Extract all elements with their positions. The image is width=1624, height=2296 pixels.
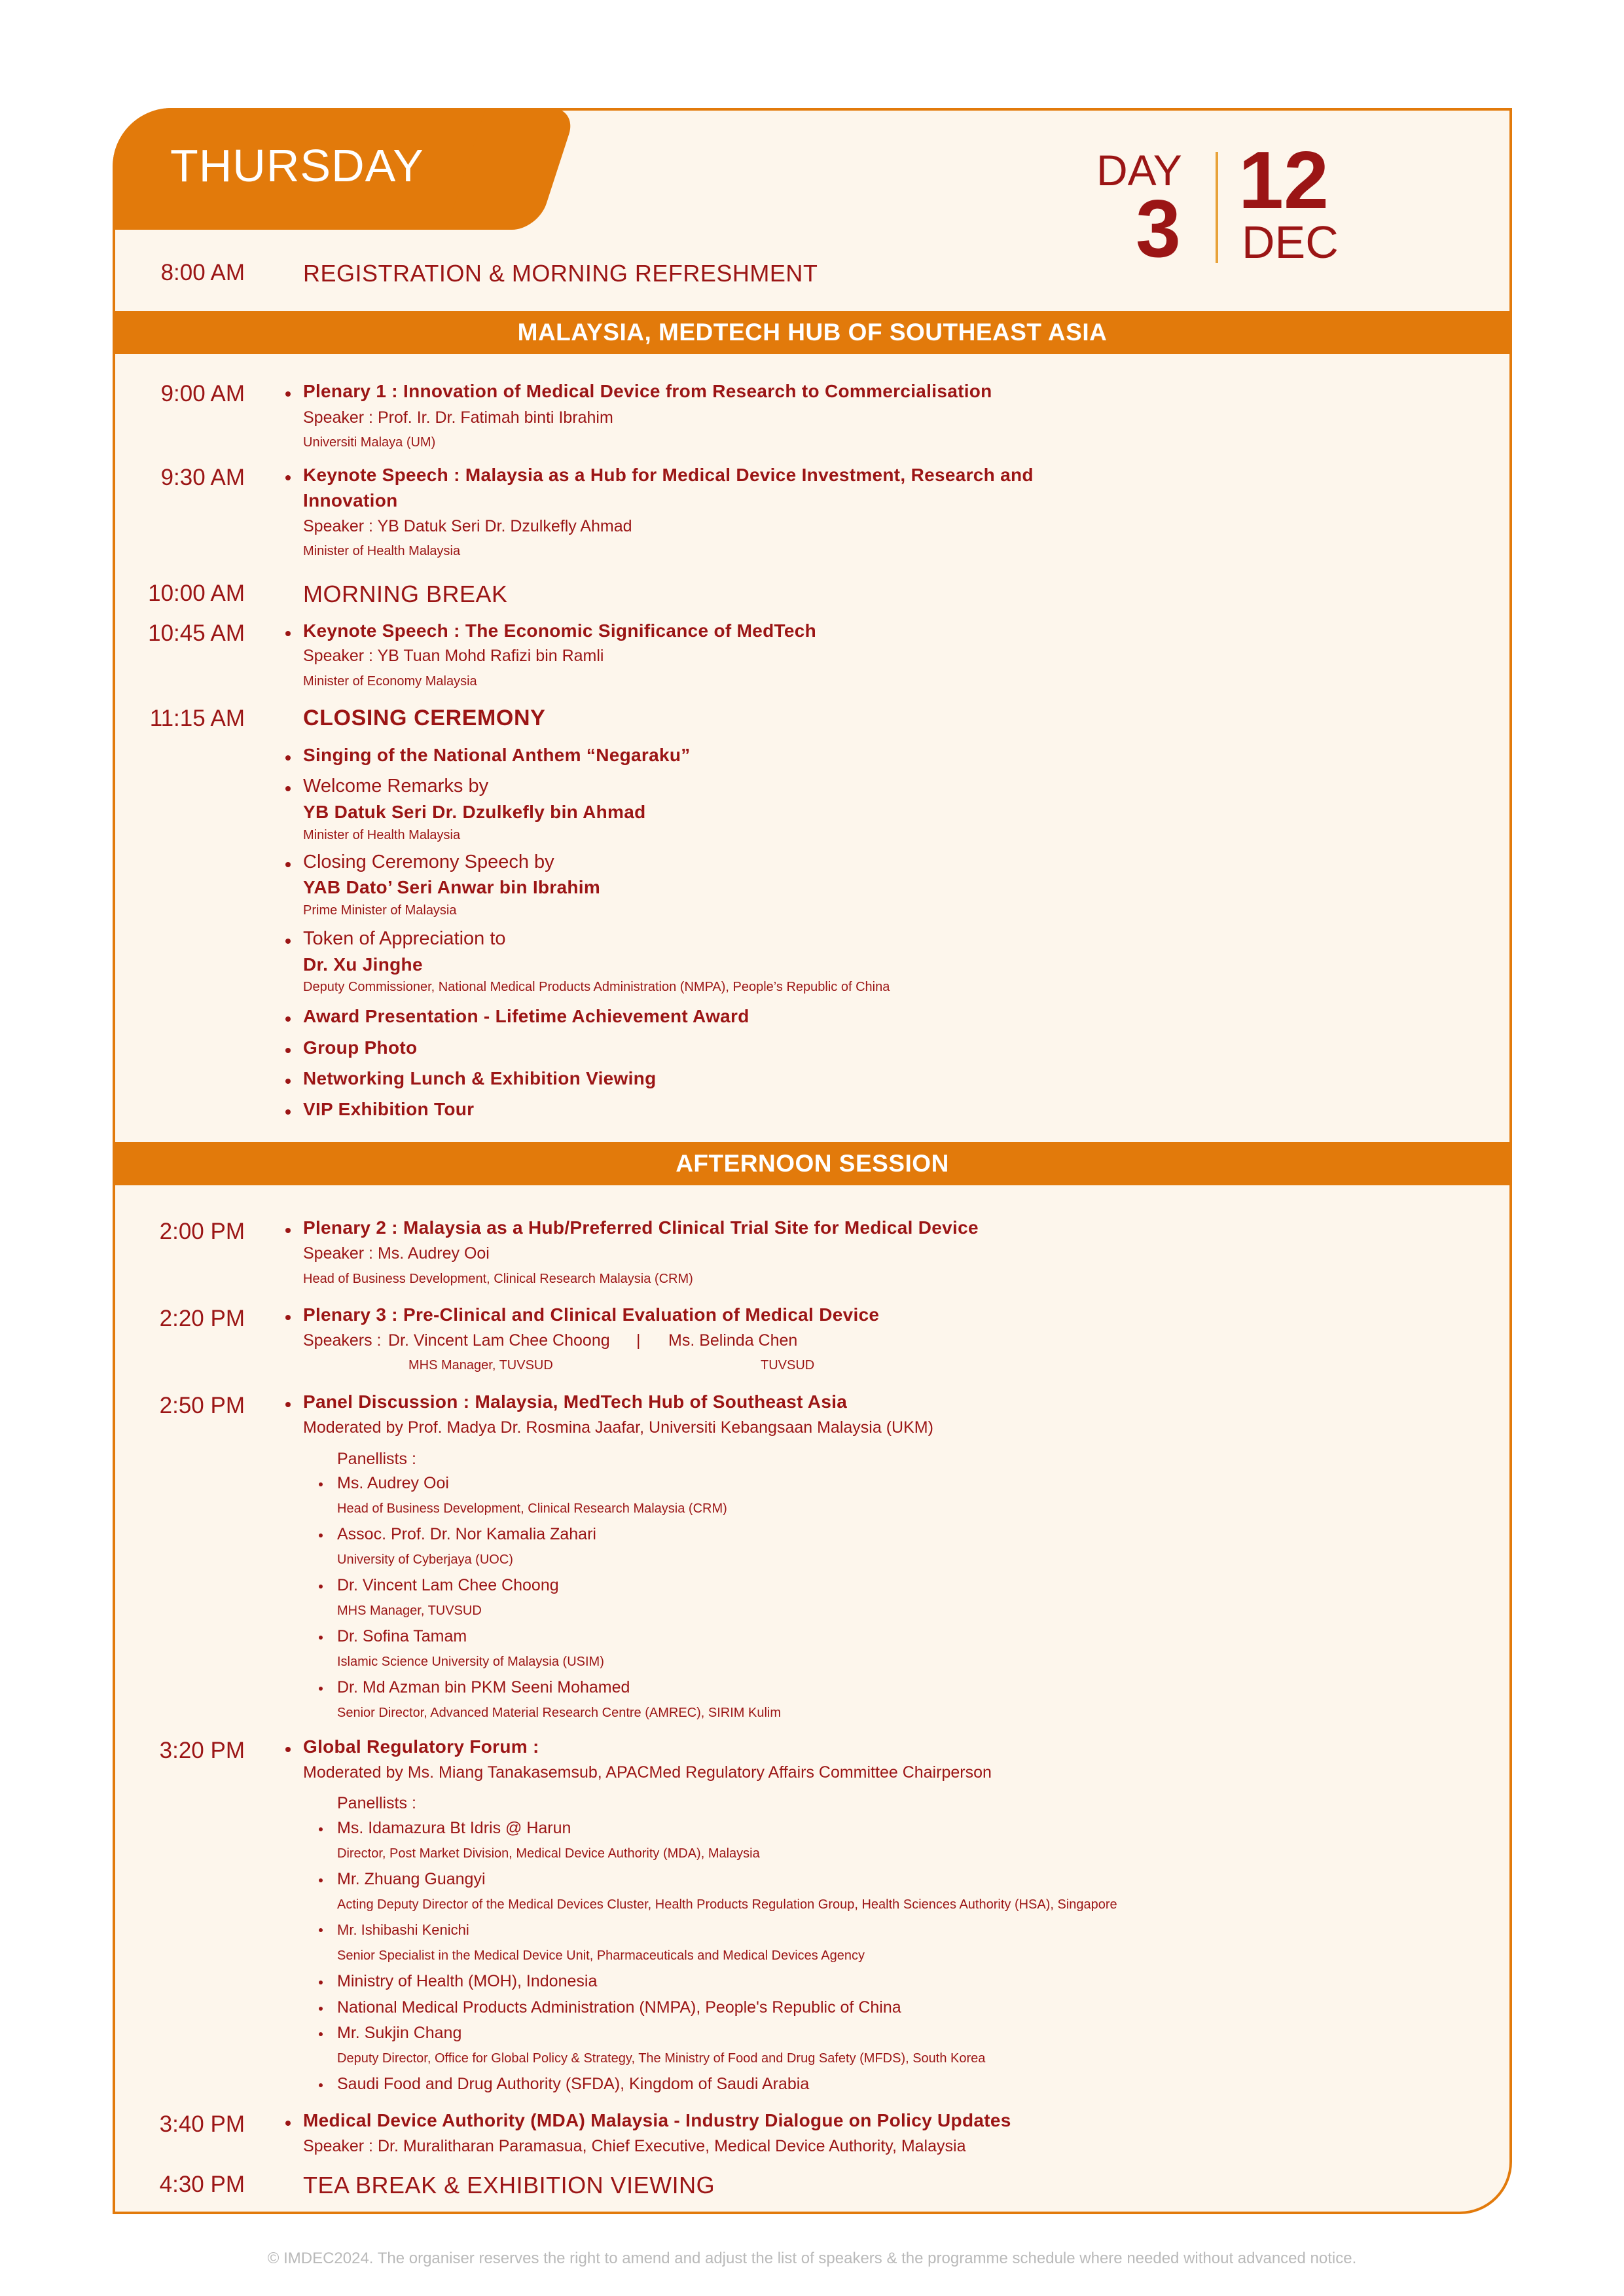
time-keynote2: 10:45 AM	[148, 620, 245, 646]
bullet	[319, 1636, 323, 1640]
closing-token-label: Token of Appreciation to	[303, 928, 506, 949]
time-closing: 11:15 AM	[149, 706, 245, 731]
forum-panellist-name: Ms. Idamazura Bt Idris @ Harun	[337, 1819, 571, 1837]
forum-panellist-role: Acting Deputy Director of the Medical Devices Cluster, Health Products Regulation Group, Health Sciences Authority (HSA), Singapore	[337, 1897, 1117, 1912]
bullet	[319, 2032, 323, 2036]
panellist-name: Assoc. Prof. Dr. Nor Kamalia Zahari	[337, 1525, 596, 1543]
bullet	[285, 862, 291, 867]
bullet	[319, 1482, 323, 1486]
bullet	[285, 1109, 291, 1115]
bullet	[285, 475, 291, 480]
panellist-role: University of Cyberjaya (UOC)	[337, 1552, 513, 1567]
plenary2-speaker: Speaker : Ms. Audrey Ooi	[303, 1244, 490, 1263]
forum-panellist-name: Mr. Ishibashi Kenichi	[337, 1922, 469, 1938]
panellist-name: Dr. Sofina Tamam	[337, 1627, 467, 1645]
bullet	[285, 391, 291, 397]
bullet	[319, 1928, 323, 1932]
mda-speaker: Speaker : Dr. Muralitharan Paramasua, Chief Executive, Medical Device Authority, Malaysia	[303, 2137, 966, 2155]
forum-panellists-label: Panellists :	[337, 1794, 416, 1812]
time-plenary1: 9:00 AM	[160, 381, 245, 406]
panellist-role: Senior Director, Advanced Material Research Centre (AMREC), SIRIM Kulim	[337, 1706, 782, 1720]
closing-token-role: Deputy Commissioner, National Medical Products Administration (NMPA), People’s Republic of China	[303, 980, 890, 994]
plenary3-title: Plenary 3 : Pre-Clinical and Clinical Evaluation of Medical Device	[303, 1304, 880, 1325]
forum-panellist-role: Director, Post Market Division, Medical Device Authority (MDA), Malaysia	[337, 1846, 760, 1861]
panellist-role: MHS Manager, TUVSUD	[337, 1604, 482, 1618]
forum-title: Global Regulatory Forum :	[303, 1736, 539, 1757]
plenary3-speakers-label: Speakers :	[303, 1331, 382, 1350]
date-month: DEC	[1242, 217, 1339, 268]
keynote1-affiliation: Minister of Health Malaysia	[303, 544, 461, 558]
closing-speech-role: Prime Minister of Malaysia	[303, 903, 457, 918]
footer-disclaimer: © IMDEC2024. The organiser reserves the right to amend and adjust the list of speakers & the programme schedule where needed without advanced notice.	[267, 2250, 1357, 2267]
plenary3-speaker2: Ms. Belinda Chen	[668, 1331, 798, 1350]
closing-tour: VIP Exhibition Tour	[303, 1099, 475, 1119]
bullet	[319, 1585, 323, 1588]
bullet	[285, 1315, 291, 1320]
panellist-role: Head of Business Development, Clinical Research Malaysia (CRM)	[337, 1501, 727, 1516]
bullet	[319, 1687, 323, 1691]
bullet	[285, 786, 291, 791]
bullet	[319, 1534, 323, 1537]
day-name: THURSDAY	[170, 140, 424, 191]
day-number: 3	[1136, 184, 1181, 274]
time-keynote1: 9:30 AM	[160, 465, 245, 490]
plenary1-speaker: Speaker : Prof. Ir. Dr. Fatimah binti Ibrahim	[303, 408, 613, 427]
panellist-role: Islamic Science University of Malaysia (USIM)	[337, 1655, 604, 1669]
forum-panellist-role: Deputy Director, Office for Global Policy & Strategy, The Ministry of Food and Drug Safety (MFDS), South Korea	[337, 2051, 986, 2066]
plenary2-affiliation: Head of Business Development, Clinical Research Malaysia (CRM)	[303, 1272, 693, 1286]
keynote2-affiliation: Minister of Economy Malaysia	[303, 674, 477, 689]
forum-panellist-name: National Medical Products Administration (NMPA), People's Republic of China	[337, 1998, 901, 2017]
morning-break-text: MORNING BREAK	[303, 581, 508, 607]
keynote1-title-line1: Keynote Speech : Malaysia as a Hub for Medical Device Investment, Research and	[303, 465, 1034, 485]
forum-moderator: Moderated by Ms. Miang Tanakasemsub, APACMed Regulatory Affairs Committee Chairperson	[303, 1763, 992, 1782]
closing-speech-label: Closing Ceremony Speech by	[303, 852, 554, 872]
closing-welcome-role: Minister of Health Malaysia	[303, 828, 461, 842]
section-header-morning: MALAYSIA, MEDTECH HUB OF SOUTHEAST ASIA	[115, 311, 1509, 354]
time-tea: 4:30 PM	[159, 2172, 245, 2197]
bullet	[285, 1048, 291, 1053]
panel-title: Panel Discussion : Malaysia, MedTech Hub of Southeast Asia	[303, 1391, 848, 1412]
closing-welcome-name: YB Datuk Seri Dr. Dzulkefly bin Ahmad	[303, 802, 646, 822]
section-header-afternoon: AFTERNOON SESSION	[115, 1142, 1509, 1185]
registration-text: REGISTRATION & MORNING REFRESHMENT	[303, 260, 818, 287]
bullet	[319, 1981, 323, 1984]
time-forum: 3:20 PM	[159, 1738, 245, 1763]
keynote1-speaker: Speaker : YB Datuk Seri Dr. Dzulkefly Ahmad	[303, 517, 632, 535]
bullet	[285, 755, 291, 761]
plenary3-aff1: MHS Manager, TUVSUD	[408, 1358, 553, 1372]
bullet	[285, 631, 291, 636]
time-plenary3: 2:20 PM	[159, 1306, 245, 1331]
bullet	[285, 1228, 291, 1233]
time-mda: 3:40 PM	[159, 2111, 245, 2137]
bullet	[285, 1016, 291, 1022]
forum-panellist-role: Senior Specialist in the Medical Device Unit, Pharmaceuticals and Medical Devices Agency	[337, 1948, 865, 1963]
forum-panellist-name: Ministry of Health (MOH), Indonesia	[337, 1972, 598, 1990]
bullet	[285, 1402, 291, 1407]
bullet	[319, 1827, 323, 1831]
panellist-name: Dr. Md Azman bin PKM Seeni Mohamed	[337, 1678, 630, 1696]
day-label: DAY	[1096, 146, 1182, 194]
closing-lunch: Networking Lunch & Exhibition Viewing	[303, 1068, 657, 1088]
closing-title: CLOSING CEREMONY	[303, 706, 546, 730]
time-morning-break: 10:00 AM	[148, 581, 245, 606]
bullet	[285, 1079, 291, 1084]
plenary1-title: Plenary 1 : Innovation of Medical Device from Research to Commercialisation	[303, 381, 992, 401]
panel-moderator: Moderated by Prof. Madya Dr. Rosmina Jaafar, Universiti Kebangsaan Malaysia (UKM)	[303, 1418, 933, 1437]
time-registration: 8:00 AM	[160, 260, 245, 285]
bullet	[319, 2007, 323, 2011]
bullet	[319, 2083, 323, 2087]
closing-photo: Group Photo	[303, 1037, 418, 1058]
plenary2-title: Plenary 2 : Malaysia as a Hub/Preferred Clinical Trial Site for Medical Device	[303, 1217, 979, 1238]
panellist-name: Ms. Audrey Ooi	[337, 1474, 449, 1492]
bullet	[285, 1747, 291, 1752]
panellist-name: Dr. Vincent Lam Chee Choong	[337, 1576, 559, 1594]
forum-panellist-name: Saudi Food and Drug Authority (SFDA), Kingdom of Saudi Arabia	[337, 2075, 810, 2093]
keynote2-title: Keynote Speech : The Economic Significance of MedTech	[303, 620, 816, 641]
keynote1-title-line2: Innovation	[303, 490, 398, 511]
bullet	[285, 939, 291, 944]
keynote2-speaker: Speaker : YB Tuan Mohd Rafizi bin Ramli	[303, 647, 604, 665]
mda-title: Medical Device Authority (MDA) Malaysia - Industry Dialogue on Policy Updates	[303, 2110, 1011, 2130]
forum-panellist-name: Mr. Sukjin Chang	[337, 2024, 462, 2042]
plenary3-aff2: TUVSUD	[761, 1358, 815, 1372]
plenary3-speaker1: Dr. Vincent Lam Chee Choong	[388, 1331, 610, 1350]
time-plenary2: 2:00 PM	[159, 1219, 245, 1244]
closing-anthem: Singing of the National Anthem “Negaraku”	[303, 745, 691, 765]
closing-token-name: Dr. Xu Jinghe	[303, 954, 423, 975]
plenary3-separator: |	[636, 1331, 641, 1350]
forum-panellist-name: Mr. Zhuang Guangyi	[337, 1870, 486, 1888]
tea-text: TEA BREAK & EXHIBITION VIEWING	[303, 2172, 715, 2198]
closing-speech-name: YAB Dato’ Seri Anwar bin Ibrahim	[303, 877, 601, 897]
closing-award: Award Presentation - Lifetime Achievement Award	[303, 1006, 749, 1026]
time-panel: 2:50 PM	[159, 1393, 245, 1418]
bullet	[319, 1878, 323, 1882]
closing-welcome-label: Welcome Remarks by	[303, 776, 489, 797]
bullet	[285, 2121, 291, 2126]
date-number: 12	[1238, 135, 1329, 226]
panel-panellists-label: Panellists :	[337, 1450, 416, 1468]
date-divider	[1216, 152, 1218, 263]
plenary1-affiliation: Universiti Malaya (UM)	[303, 435, 436, 450]
